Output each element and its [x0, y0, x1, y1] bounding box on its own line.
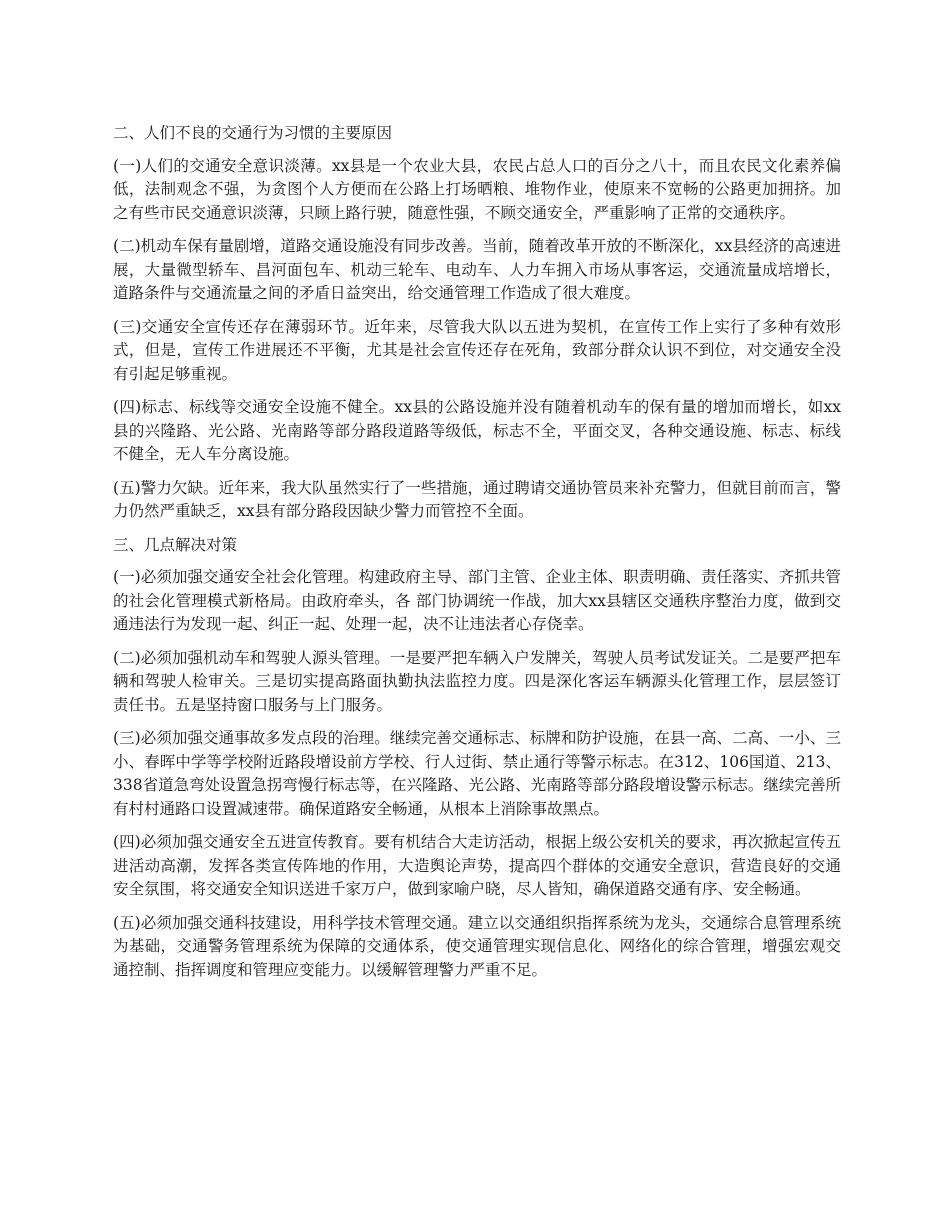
document-page: [113, 122, 841, 992]
paragraph-vehicles: (二)机动车保有量剧增，道路交通设施没有同步改善。当前，随着改革开放的不断深化，xx县经济的高速进展，大量微型轿车、昌河面包车、机动三轮车、电动车、人力车拥入市场从事客运，交通流量成培增长，道路条件与交通流量之间的矛盾日益突出，给交通管理工作造成了很大难度。: [113, 237, 841, 302]
paragraph-technology: (五)必须加强交通科技建设，用科学技术管理交通。建立以交通组织指挥系统为龙头，交通综合息管理系统为基础，交通警务管理系统为保障的交通体系，使交通管理实现信息化、网络化的综合管理，增强宏观交通控制、指挥调度和管理应变能力。以缓解管理警力严重不足。: [113, 913, 841, 979]
paragraph-social-management: (一)必须加强交通安全社会化管理。构建政府主导、部门主管、企业主体、职责明确、责任落实、齐抓共管的社会化管理模式新格局。由政府牵头，各 部门协调统一作战，加大xx县辖区交通秩序整治力度，做到交通违法行为发现一起、纠正一起、处理一起，决不让违法者心存侥幸。: [113, 568, 841, 633]
paragraph-education: (四)必须加强交通安全五进宣传教育。要有机结合大走访活动，根据上级公安机关的要求，再次掀起宣传五进活动高潮，发挥各类宣传阵地的作用，大造舆论声势，提高四个群体的交通安全意识，营造良好的交通安全氛围，将交通安全知识送进千家万户，做到家喻户晓，尽人皆知，确保道路交通有序、安全畅通。: [113, 833, 841, 898]
paragraph-police-shortage: (五)警力欠缺。近年来，我大队虽然实行了一些措施，通过聘请交通协管员来补充警力，但就目前而言，警力仍然严重缺乏，xx县有部分路段因缺少警力而管控不全面。: [113, 478, 841, 520]
paragraph-awareness: (一)人们的交通安全意识淡薄。xx县是一个农业大县，农民占总人口的百分之八十，而且农民文化素养偏低，法制观念不强，为贪图个人方便而在公路上打场晒粮、堆物作业，使原来不宽畅的公路更加拥挤。加之有些市民交通意识淡薄，只顾上路行驶，随意性强，不顾交通安全，严重影响了正常的交通秩序。: [113, 156, 841, 222]
paragraph-facilities: (四)标志、标线等交通安全设施不健全。xx县的公路设施并没有随着机动车的保有量的增加而增长，如xx县的兴隆路、光公路、光南路等部分路段道路等级低，标志不全，平面交叉，各种交通设施、标志、标线不健全，无人车分离设施。: [113, 398, 841, 463]
paragraph-accident-spots: (三)必须加强交通事故多发点段的治理。继续完善交通标志、标牌和防护设施，在县一高、二高、一小、三小、春晖中学等学校附近路段增设前方学校、行人过街、禁止通行等警示标志。在312、106国道、213、338省道急弯处设置急拐弯慢行标志等，在兴隆路、光公路、光南路等部分路段增设警示标志。继续完善所有村村通路口设置减速带。确保道路安全畅通，从根本上消除事故黑点。: [113, 729, 841, 818]
paragraph-source-management: (二)必须加强机动车和驾驶人源头管理。一是要严把车辆入户发牌关，驾驶人员考试发证关。二是要严把车辆和驾驶人检审关。三是切实提高路面执勤执法监控力度。四是深化客运车辆源头化管理工作，层层签订责任书。五是坚持窗口服务与上门服务。: [113, 648, 841, 714]
paragraph-publicity: (三)交通安全宣传还存在薄弱环节。近年来，尽管我大队以五进为契机，在宣传工作上实行了多种有效形式，但是，宣传工作进展还不平衡，尤其是社会宣传还存在死角，致部分群众认识不到位，对交通安全没有引起足够重视。: [113, 317, 841, 383]
section-heading-reasons: 二、人们不良的交通行为习惯的主要原因: [113, 124, 393, 142]
section-heading-solutions: 三、几点解决对策: [113, 535, 238, 554]
